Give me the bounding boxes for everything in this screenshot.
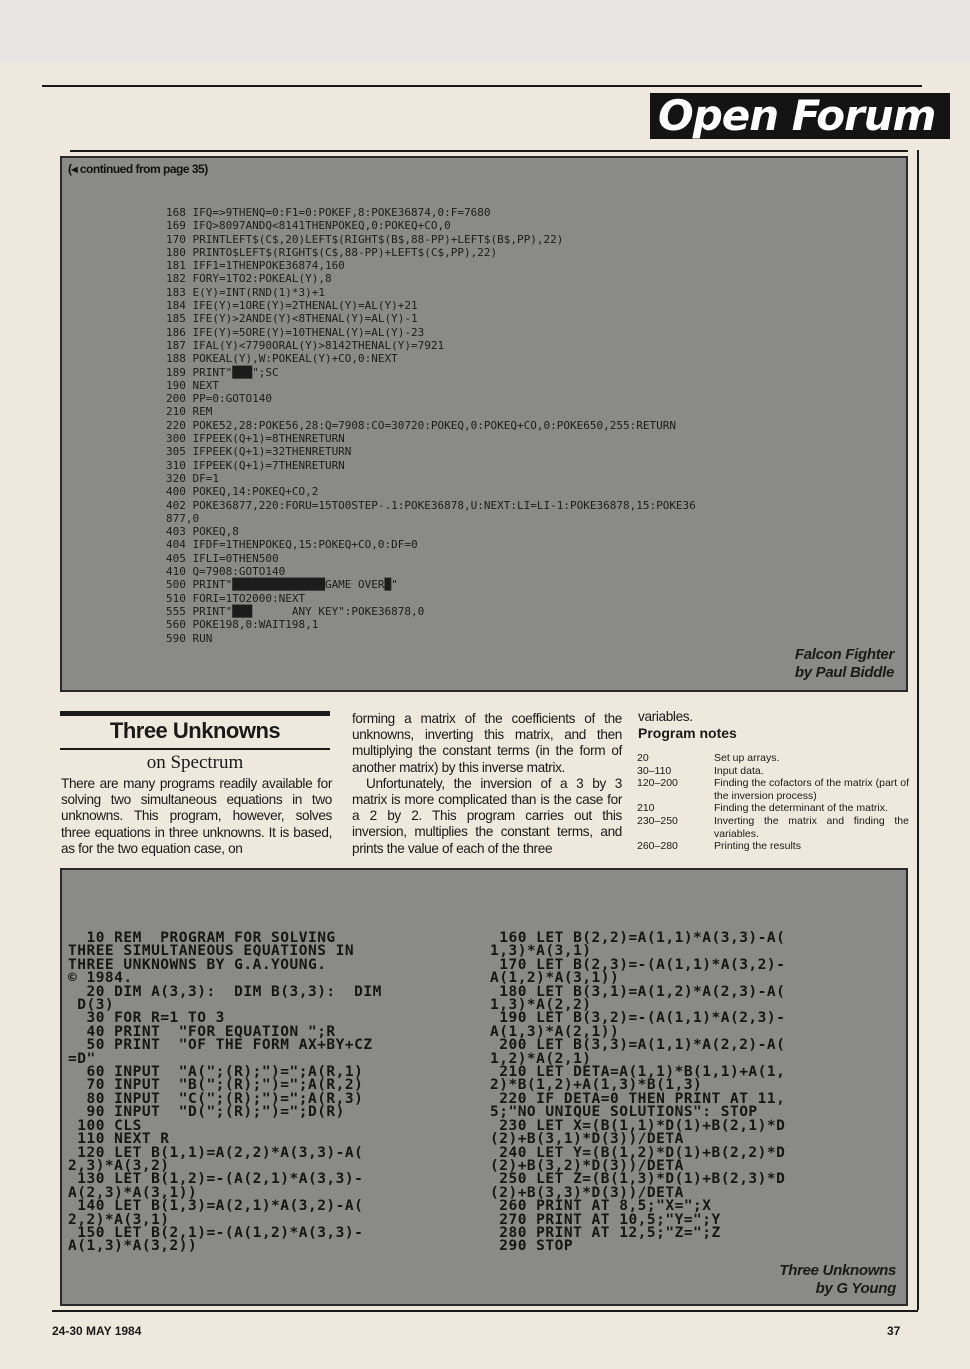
program-notes-list <box>637 752 909 853</box>
code-line: 400 POKEQ,14:POKEQ+CO,2 <box>166 485 319 499</box>
code-line: 190 LET B(3,2)=-(A(1,1)*A(2,3)- <box>490 1010 786 1027</box>
note-row <box>637 777 909 802</box>
right-column-rule <box>917 150 919 1310</box>
code-line: 70 INPUT "B(";(R);")=";A(R,2) <box>68 1077 364 1094</box>
code-line: 170 LET B(2,3)=-(A(1,1)*A(3,2)- <box>490 956 786 973</box>
code-line: 555 PRINT"███ ANY KEY":POKE36878,0 <box>166 604 425 618</box>
code-line: 185 IFE(Y)>2ANDE(Y)<8THENAL(Y)=AL(Y)-1 <box>166 312 418 326</box>
code-line: 170 PRINTLEFT$(C$,20)LEFT$(RIGHT$(B$,88-PP)+LEFT$(B$,PP),22) <box>166 232 564 246</box>
credit-author: by G Young <box>815 1280 896 1297</box>
code-line: 187 IFAL(Y)<7790ORAL(Y)>8142THENAL(Y)=7921 <box>166 338 445 352</box>
article-column-1 <box>61 776 332 857</box>
bottom-rule <box>52 1310 918 1312</box>
code-line: D(3) <box>68 997 115 1014</box>
note-description: Printing the results <box>714 840 801 853</box>
code-line: 110 NEXT R <box>68 1131 170 1148</box>
code-line: 403 POKEQ,8 <box>166 525 239 539</box>
code-line: 1,2)*A(2,1) <box>490 1050 592 1067</box>
code-line: © 1984. <box>68 970 133 987</box>
code-line: 5;"NO UNIQUE SOLUTIONS": STOP <box>490 1104 758 1121</box>
note-description: Finding the cofactors of the matrix (part of the inversion process) <box>714 777 909 802</box>
code-line: 290 STOP <box>490 1238 574 1255</box>
code-line: 280 PRINT AT 12,5;"Z=";Z <box>490 1224 721 1241</box>
code-line: (2)+B(3,1)*D(3))/DETA <box>490 1131 684 1148</box>
code-line: 405 IFLI=0THEN500 <box>166 551 279 565</box>
code-line: THREE SIMULTANEOUS EQUATIONS IN <box>68 943 355 960</box>
code-line: 590 RUN <box>166 631 213 645</box>
note-row <box>637 752 909 765</box>
code-line: 560 POKE198,0:WAIT198,1 <box>166 618 319 632</box>
code-line: A(1,2)*A(3,1)) <box>490 970 620 987</box>
code-line: 200 LET B(3,3)=A(1,1)*A(2,2)-A( <box>490 1037 786 1054</box>
code-line: 1,3)*A(2,2) <box>490 997 592 1014</box>
note-line-range: 210 <box>637 802 655 815</box>
code-line: 310 IFPEEK(Q+1)=7THENRETURN <box>166 458 345 472</box>
code-line: 160 LET B(2,2)=A(1,1)*A(3,3)-A( <box>490 930 786 946</box>
code-line: 182 FORY=1TO2:POKEAL(Y),8 <box>166 272 332 286</box>
code-line: 180 PRINTO$LEFT$(RIGHT$(C$,88-PP)+LEFT$(C$,PP),22) <box>166 245 498 259</box>
code-line: 189 PRINT"███";SC <box>166 365 279 379</box>
credit-author: by Paul Biddle <box>794 664 894 681</box>
note-line-range: 230–250 <box>637 814 678 827</box>
article-column-2 <box>352 711 622 857</box>
scan-background-strip <box>0 0 970 62</box>
code-line: 320 DF=1 <box>166 471 219 485</box>
code-line: A(2,3)*A(3,1)) <box>68 1184 198 1201</box>
code-line: 220 POKE52,28:POKE56,28:Q=7908:CO=30720:POKEQ,0:POKEQ+CO,0:POKE650,255:RETURN <box>166 418 676 432</box>
code-line: 220 IF DETA=0 THEN PRINT AT 11, <box>490 1090 786 1107</box>
code-line: 183 E(Y)=INT(RND(1)*3)+1 <box>166 285 325 299</box>
listing-credit <box>795 646 894 682</box>
listing-credit <box>779 1262 896 1298</box>
code-line: 404 IFDF=1THENPOKEQ,15:POKEQ+CO,0:DF=0 <box>166 538 418 552</box>
code-line: (2)+B(3,2)*D(3))/DETA <box>490 1157 684 1174</box>
note-row <box>637 840 909 853</box>
paragraph: Unfortunately, the inversion of a 3 by 3 matrix is more complicated than is the case for a 2 by 2. This program carries out this inversion, multiplies the constant terms, and prints the value of each of the three <box>352 775 622 856</box>
code-line: THREE UNKNOWNS BY G.A.YOUNG. <box>68 956 327 973</box>
note-description: Finding the determinant of the matrix. <box>714 802 888 815</box>
paragraph: forming a matrix of the coefficients of the unknowns, inverting this matrix, and then multiplying the constant terms (in the form of another matrix) by this inverse matrix. <box>352 711 622 775</box>
credit-title: Falcon Fighter <box>794 646 894 663</box>
code-listing-three-unknowns <box>60 868 908 1306</box>
continued-note: (◂ continued from page 35) <box>68 162 208 176</box>
article-title: Three Unknowns <box>109 718 281 743</box>
code-line: 230 LET X=(B(1,1)*D(1)+B(2,1)*D <box>490 1117 786 1134</box>
note-line-range: 30–110 <box>637 764 672 777</box>
note-row <box>637 765 909 778</box>
code-line: 250 LET Z=(B(1,3)*D(1)+B(2,3)*D <box>490 1171 786 1188</box>
code-line: 410 Q=7908:GOTO140 <box>166 565 286 579</box>
code-line: 150 LET B(2,1)=-(A(1,2)*A(3,3)- <box>68 1224 364 1241</box>
top-rule <box>42 85 922 87</box>
code-line: 188 POKEAL(Y),W:POKEAL(Y)+CO,0:NEXT <box>166 352 398 366</box>
note-line-range: 120–200 <box>637 777 678 790</box>
article-column-3-lead <box>638 709 908 725</box>
code-line: 210 LET DETA=A(1,1)*B(1,1)+A(1, <box>490 1064 786 1081</box>
code-line: 140 LET B(1,3)=A(2,1)*A(3,2)-A( <box>68 1198 364 1215</box>
code-line: A(1,3)*A(2,1)) <box>490 1023 620 1040</box>
code-block <box>166 206 696 645</box>
note-description: Set up arrays. <box>714 752 780 764</box>
code-line: 40 PRINT "FOR EQUATION ";R <box>68 1023 336 1040</box>
code-line: =D" <box>68 1050 96 1067</box>
note-row <box>637 802 909 815</box>
code-line: 305 IFPEEK(Q+1)=32THENRETURN <box>166 445 352 459</box>
code-line: 169 IFQ>8097ANDQ<8141THENPOKEQ,0:POKEQ+CO,0 <box>166 219 451 233</box>
code-line: 180 LET B(3,1)=A(1,2)*A(2,3)-A( <box>490 983 786 1000</box>
heading-bar <box>60 711 330 716</box>
note-line-range: 20 <box>637 752 649 764</box>
code-line: 260 PRINT AT 8,5;"X=";X <box>490 1198 712 1215</box>
code-block-left <box>68 932 382 1254</box>
code-line: 186 IFE(Y)=5ORE(Y)=10THENAL(Y)=AL(Y)-23 <box>166 325 425 339</box>
paragraph: variables. <box>638 709 693 724</box>
code-line: 210 REM <box>166 405 213 419</box>
code-line: 20 DIM A(3,3): DIM B(3,3): DIM <box>68 983 382 1000</box>
code-line: 270 PRINT AT 10,5;"Y=";Y <box>490 1211 721 1228</box>
heading-underline <box>60 748 330 750</box>
code-line: 1,3)*A(3,1) <box>490 943 592 960</box>
code-line: 90 INPUT "D(";(R);")=";D(R) <box>68 1104 345 1121</box>
section-title: Open Forum <box>650 93 950 139</box>
note-description: Inverting the matrix and finding the variables. <box>714 814 909 840</box>
note-description: Input data. <box>714 764 764 777</box>
code-line: (2)+B(3,3)*D(3))/DETA <box>490 1184 684 1201</box>
code-listing-falcon-fighter <box>60 156 908 692</box>
code-line: 181 IFF1=1THENPOKE36874,160 <box>166 259 345 273</box>
article-subtitle: on Spectrum <box>146 752 244 773</box>
note-line-range: 260–280 <box>637 840 678 853</box>
credit-title: Three Unknowns <box>779 1262 896 1279</box>
issue-date: 24-30 MAY 1984 <box>52 1324 142 1338</box>
code-line: 130 LET B(1,2)=-(A(2,1)*A(3,3)- <box>68 1171 364 1188</box>
code-line: 2,3)*A(3,2) <box>68 1157 170 1174</box>
paragraph: There are many programs readily available for solving two simultaneous equations in two unknowns. This program, however, solves three equations in three unknowns. It is based, as for the two equation case, on <box>61 776 332 856</box>
code-line: 50 PRINT "OF THE FORM AX+BY+CZ <box>68 1037 373 1054</box>
code-line: 190 NEXT <box>166 378 219 392</box>
code-line: A(1,3)*A(3,2)) <box>68 1238 198 1255</box>
code-line: 200 PP=0:GOTO140 <box>166 392 272 406</box>
code-line: 10 REM PROGRAM FOR SOLVING <box>68 930 336 946</box>
code-line: 80 INPUT "C(";(R);")=";A(R,3) <box>68 1090 364 1107</box>
listing-top-rule <box>70 150 908 152</box>
code-line: 30 FOR R=1 TO 3 <box>68 1010 225 1027</box>
code-line: 877,0 <box>166 511 200 525</box>
code-line: 240 LET Y=(B(1,2)*D(1)+B(2,2)*D <box>490 1144 786 1161</box>
page-number: 37 <box>887 1324 901 1338</box>
code-block-right <box>490 932 785 1254</box>
program-notes-title: Program notes <box>638 725 737 741</box>
code-line: 168 IFQ=>9THENQ=0:F1=0:POKEF,8:POKE36874,0:F=7680 <box>166 206 491 219</box>
code-line: 402 POKE36877,220:FORU=15TO0STEP-.1:POKE36878,U:NEXT:LI=LI-1:POKE36878,15:POKE36 <box>166 498 696 512</box>
code-line: 100 CLS <box>68 1117 142 1134</box>
code-line: 500 PRINT"██████████████GAME OVER█" <box>166 578 398 592</box>
code-line: 300 IFPEEK(Q+1)=8THENRETURN <box>166 432 345 446</box>
code-line: 184 IFE(Y)=1ORE(Y)=2THENAL(Y)=AL(Y)+21 <box>166 299 418 313</box>
code-line: 120 LET B(1,1)=A(2,2)*A(3,3)-A( <box>68 1144 364 1161</box>
code-line: 60 INPUT "A(";(R);")=";A(R,1) <box>68 1064 364 1081</box>
code-line: 2,2)*A(3,1) <box>68 1211 170 1228</box>
code-line: 2)*B(1,2)+A(1,3)*B(1,3) <box>490 1077 703 1094</box>
code-line: 510 FORI=1TO2000:NEXT <box>166 591 306 605</box>
note-row <box>637 815 909 840</box>
